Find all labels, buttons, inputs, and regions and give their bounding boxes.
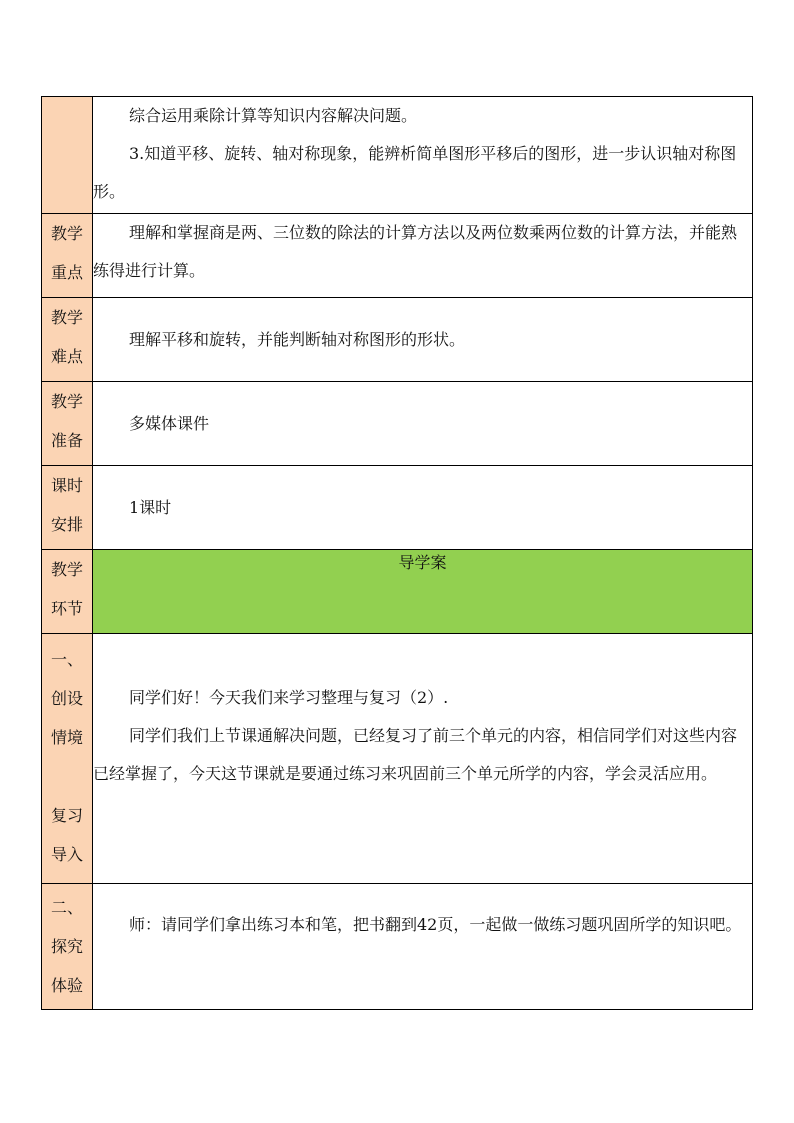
section2-label-line-1: 二、 [50,898,83,917]
section2-content [93,884,753,1010]
key-points-label [42,214,93,298]
section2-label-line-3: 体验 [50,976,83,995]
preparation-text: 多媒体课件 [129,413,210,433]
difficulties-label-line-2: 难点 [50,347,83,366]
preparation-content [93,382,753,466]
schedule-label-line-2: 安排 [50,515,83,534]
stages-label-line-1: 教学 [50,560,83,579]
key-points-label-line-2: 重点 [50,263,83,282]
difficulties-row [42,298,753,382]
section1-row [42,634,753,884]
section1-label-line-3: 情境 [50,728,83,747]
preparation-row [42,382,753,466]
preparation-label [42,382,93,466]
difficulties-label [42,298,93,382]
schedule-row [42,466,753,550]
stages-title: 导学案 [398,553,447,572]
section1-label-line-2: 创设 [50,689,83,708]
section1-content [93,634,753,884]
stages-label [42,550,93,634]
key-points-content [93,214,753,298]
objectives-label-cell [42,97,93,214]
key-points-label-line-1: 教学 [50,224,83,243]
section2-paragraph-1: 师：请同学们拿出练习本和笔，把书翻到42页，一起做一做练习题巩固所学的知识吧。 [129,915,742,934]
section1-paragraph-1: 同学们好！今天我们来学习整理与复习（2）. [129,688,449,707]
difficulties-content [93,298,753,382]
objectives-content-cell [93,97,753,214]
objectives-paragraph-1: 综合运用乘除计算等知识内容解决问题。 [129,106,418,125]
section1-label-line-6: 导入 [50,845,83,864]
difficulties-text: 理解平移和旋转，并能判断轴对称图形的形状。 [129,329,466,349]
objectives-row [42,97,753,214]
section2-label-line-2: 探究 [50,937,83,956]
key-points-row [42,214,753,298]
section1-label-line-4 [42,757,92,796]
objectives-paragraph-2: 3.知道平移、旋转、轴对称现象，能辨析简单图形平移后的图形，进一步认识轴对称图形。 [93,144,737,201]
lesson-plan-table [41,96,753,1010]
section1-label-line-1: 一、 [50,650,83,669]
section1-label-line-5: 复习 [50,806,83,825]
key-points-text: 理解和掌握商是两、三位数的除法的计算方法以及两位数乘两位数的计算方法，并能熟练得进行计算。 [93,223,738,280]
schedule-label [42,466,93,550]
stages-label-line-2: 环节 [50,599,83,618]
schedule-label-line-1: 课时 [50,476,83,495]
schedule-text: 1课时 [129,497,172,517]
section2-label [42,884,93,1010]
preparation-label-line-2: 准备 [50,431,83,450]
section1-paragraph-2: 同学们我们上节课通解决问题，已经复习了前三个单元的内容，相信同学们对这些内容已经掌握了，今天这节课就是要通过练习来巩固前三个单元所学的内容，学会灵活应用。 [93,726,738,783]
section2-row [42,884,753,1010]
stages-row [42,550,753,634]
difficulties-label-line-1: 教学 [50,308,83,327]
stages-header-cell [93,550,753,634]
schedule-content [93,466,753,550]
section1-label [42,634,93,884]
preparation-label-line-1: 教学 [50,392,83,411]
